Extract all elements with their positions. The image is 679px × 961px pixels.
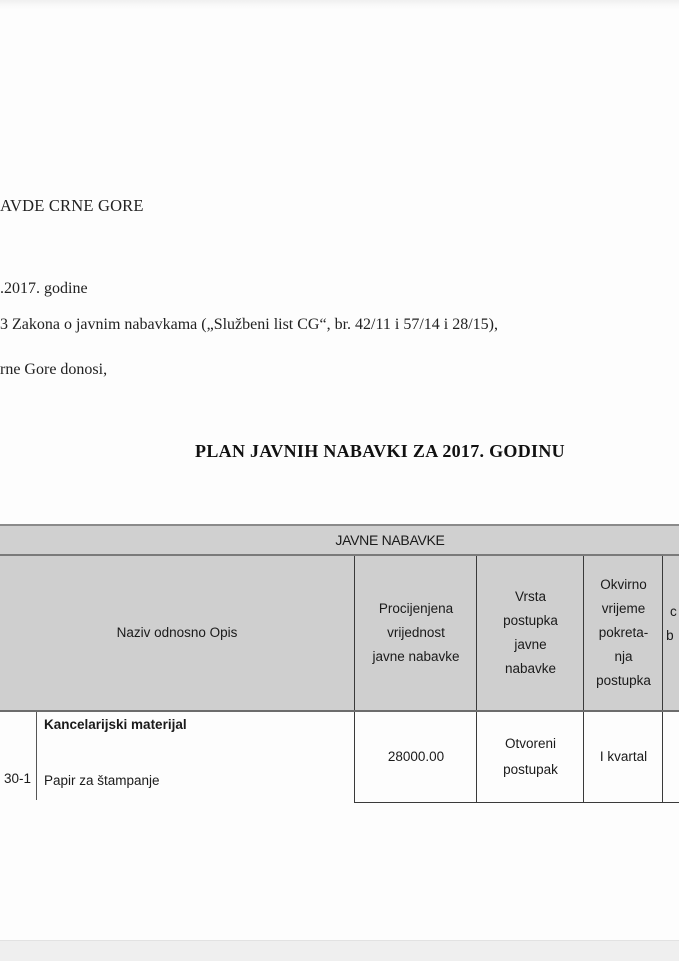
header-line: javne nabavke [372,649,460,664]
table-header-row [0,556,679,712]
header-line: b [666,628,674,643]
adoption-statement: rne Gore donosi, [0,361,108,378]
table-bottom-border [354,802,679,803]
column-divider [476,712,477,803]
column-header-vrijeme [585,556,662,710]
item-category: Kancelarijski materijal [44,717,187,732]
header-line: pokreta- [598,625,649,640]
procedure-type-line: postupak [503,762,558,777]
column-header-vrsta [478,556,583,710]
item-code: 30-1 [3,771,31,786]
header-line: Procijenjena [378,601,454,616]
cell-vrsta [478,712,583,802]
header-line: nja [614,649,633,664]
scan-edge-bottom [0,940,679,961]
column-divider [476,556,477,710]
header-line: javne [514,637,547,652]
cell-vrijeme [585,712,662,802]
table-group-header [0,524,679,556]
column-divider [583,712,584,803]
column-header-partial [664,556,679,710]
cell-vrijednost [356,712,476,802]
estimated-value: 28000.00 [387,749,445,764]
header-line: Okvirno [600,577,647,592]
procedure-type-line: Otvoreni [504,736,556,751]
column-header-naziv [0,556,354,710]
header-line: vrijeme [601,601,646,616]
item-description: Papir za štampanje [44,773,160,788]
column-divider [354,712,355,803]
scan-edge-top [0,0,679,10]
header-line: vrijednost [387,625,445,640]
document-date: .2017. godine [0,280,88,297]
group-header-label: JAVNE NABAVKE [335,532,445,548]
header-line: nabavke [504,661,557,676]
document-title: PLAN JAVNIH NABAVKI ZA 2017. GODINU [195,441,565,461]
column-header-vrijednost [356,556,476,710]
column-divider [36,712,37,800]
header-line: postupka [596,673,651,688]
organization-heading: AVDE CRNE GORE [0,196,144,215]
header-line: Vrsta [514,589,546,604]
header-line: postupka [503,613,558,628]
column-header-naziv-label: Naziv odnosno Opis [116,625,238,640]
table-row [0,712,679,804]
header-line: c [670,604,677,619]
legal-basis-text: 3 Zakona o javnim nabavkama („Službeni list CG“, br. 42/11 i 57/14 i 28/15), [0,316,498,333]
column-divider [662,712,663,803]
column-divider [354,556,355,710]
procedure-timing: I kvartal [599,749,648,764]
column-divider [583,556,584,710]
